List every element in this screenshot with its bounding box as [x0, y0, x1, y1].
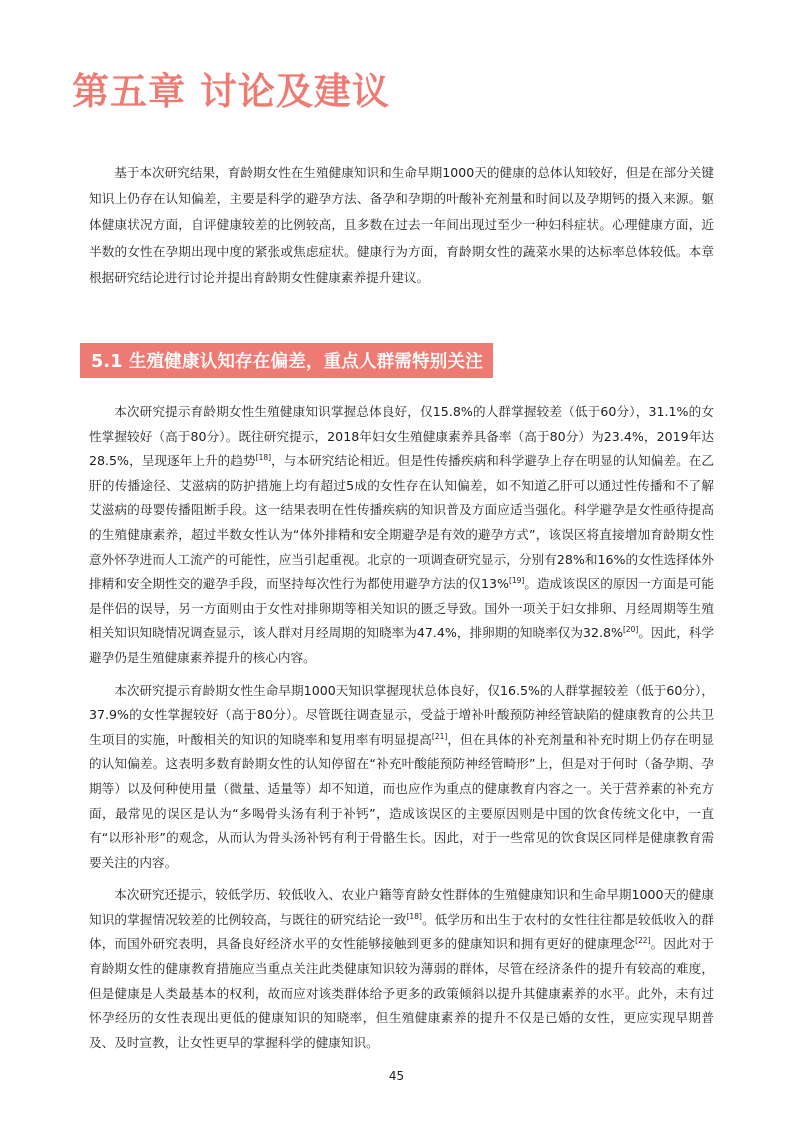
paragraph-text: 。低学历和出生于农村的女性往往都是较低收入的群体，而国外研究表明，具备良好经济水平的女性能够接触到更多的健康知识和拥有更好的健康理念 [89, 911, 715, 952]
paragraph-text: 本次研究提示育龄期女性生命早期1000天知识掌握现状总体良好，仅16.5%的人群掌握较差（低于60分），37.9%的女性掌握较好（高于80分）。尽管既往调查显示，受益于增补叶酸预防神经管缺陷的健康教育的公共卫生项目的实施，叶酸相关的知识的知晓率和复用率有明显提高 [89, 682, 714, 747]
citation-ref: [19] [508, 575, 525, 585]
citation-ref: [18] [406, 911, 422, 921]
paragraph-text: ，但在具体的补充剂量和补充时期上仍存在明显的认知偏差。这表明多数育龄期女性的认知停留在“补充叶酸能预防神经管畸形”上，但是对于何时（备孕期、孕期等）以及何种使用量（微量、适量等）却不知道，而也应作为重点的健康教育内容之一。关于营养素的补充方面，最常见的误区是认为“多喝骨头汤有利于补钙”，造成该误区的主要原因则是中国的饮食传统文化中，一直有“以形补形”的观念，从而认为骨头汤补钙有利于骨骼生长。因此，对于一些常见的饮食误区同样是健康教育需要关注的内容。 [89, 731, 715, 870]
paragraph-text: 本次研究还提示，较低学历、较低收入、农业户籍等育龄女性群体的生殖健康知识和生命早期1000天的健康知识的掌握情况较差的比例较高，与既往的研究结论一致 [89, 887, 714, 927]
section-heading-text: 5.1 生殖健康认知存在偏差，重点人群需特别关注 [91, 352, 483, 372]
body-paragraph [89, 679, 714, 876]
citation-ref: [22] [635, 936, 651, 946]
body-paragraph [89, 883, 714, 1055]
paragraph-text: 本次研究提示育龄期女性生殖健康知识掌握总体良好，仅15.8%的人群掌握较差（低于60分），31.1%的女性掌握较好（高于80分）。既往研究提示，2018年妇女生殖健康素养具备率（高于80分）为23.4%，2019年达28.5%，呈现逐年上升的趋势 [89, 404, 714, 469]
body-paragraph [89, 400, 714, 671]
paragraph-text: 。因此对于育龄期女性的健康教育措施应当重点关注此类健康知识较为薄弱的群体，尽管在经济条件的提升有较高的难度，但是健康是人类最基本的权利，故而应对该类群体给予更多的政策倾斜以提升其健康素养的水平。此外，未有过怀孕经历的女性表现出更低的健康知识的知晓率，但生殖健康素养的提升不仅是已婚的女性，更应实现早期普及、及时宣教，让女性更早的掌握科学的健康知识。 [89, 936, 715, 1050]
citation-ref: [20] [622, 625, 639, 635]
paragraph-text: ，与本研究结论相近。但是性传播疾病和科学避孕上存在明显的认知偏差。在乙肝的传播途径、艾滋病的防护措施上均有超过5成的女性存在认知偏差，如不知道乙肝可以通过性传播和不了解艾滋病的母婴传播阻断手段。这一结果表明在性传播疾病的知识普及方面应适当强化。科学避孕是女性亟待提高的生殖健康素养，超过半数女性认为“体外排精和安全期避孕是有效的避孕方式”，该误区将直接增加育龄期女性意外怀孕进而人工流产的可能性，应当引起重视。北京的一项调查研究显示，分别有28%和16%的女性选择体外排精和安全期性交的避孕手段，而坚持每次性行为都使用避孕方法的仅13% [89, 453, 715, 592]
citation-ref: [21] [431, 731, 448, 741]
paragraph-text: 。造成该误区的原因一方面是可能是伴侣的误导，另一方面则由于女性对排卵期等相关知识的匮乏导致。国外一项关于妇女排卵、月经周期等生殖相关知识知晓情况调查显示，该人群对月经周期的知晓率为47.4%，排卵期的知晓率仅为32.8% [89, 576, 714, 641]
paragraph-text: 。因此，科学避孕仍是生殖健康素养提升的核心内容。 [89, 625, 715, 665]
intro-paragraph: 基于本次研究结果，育龄期女性在生殖健康知识和生命早期1000天的健康的总体认知较好，但是在部分关键知识上仍存在认知偏差，主要是科学的避孕方法、备孕和孕期的叶酸补充剂量和时间以及孕期钙的摄入来源。躯体健康状况方面，自评健康较差的比例较高，且多数在过去一年间出现过至少一种妇科症状。心理健康方面，近半数的女性在孕期出现中度的紧张或焦虑症状。健康行为方面，育龄期女性的蔬菜水果的达标率总体较低。本章根据研究结论进行讨论并提出育龄期女性健康素养提升建议。 [89, 165, 714, 285]
section-heading [80, 343, 493, 378]
chapter-title: 第五章 讨论及建议 [72, 70, 390, 113]
section-body [89, 400, 714, 1063]
page-number: 45 [388, 1069, 405, 1083]
citation-ref: [18] [255, 453, 272, 462]
